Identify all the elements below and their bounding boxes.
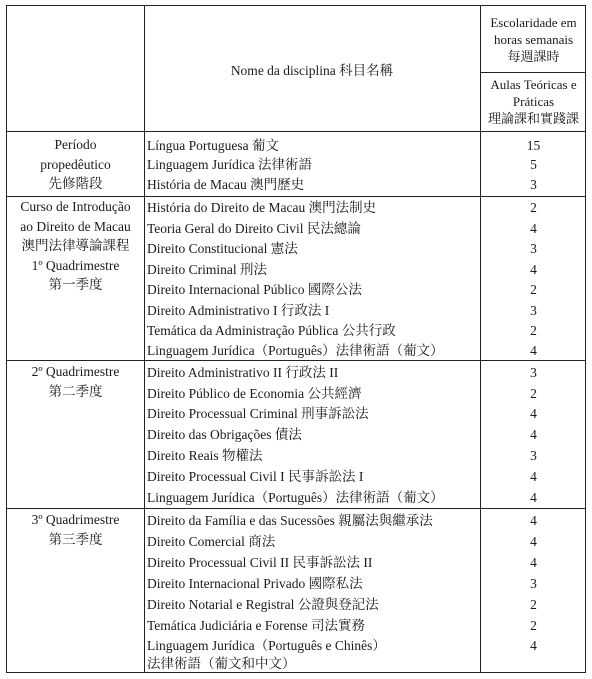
period-label: 1º Quadrimestre [31,257,120,273]
header-label: Nome da disciplina 科目名稱 [230,62,394,78]
hours-cell: 4 [530,513,537,528]
hours-cell: 3 [530,365,537,380]
row-divider [7,131,585,132]
header-label: Práticas [512,94,555,109]
subject-cell: História de Macau 澳門歷史 [147,177,305,192]
subject-cell: Direito Administrativo I 行政法 I [147,303,330,318]
hours-cell: 4 [530,406,537,421]
hours-cell: 3 [530,177,537,192]
hours-cell: 2 [530,200,537,215]
subject-cell: Direito Administrativo II 行政法 II [147,365,339,380]
subject-cell: Direito Criminal 刑法 [147,262,267,277]
hours-cell: 4 [530,534,537,549]
hours-cell: 4 [530,555,537,570]
row-divider [7,508,585,509]
hours-cell: 4 [530,427,537,442]
period-cell [7,362,144,401]
period-label: 澳門法律導論課程 [21,238,130,253]
hours-cell: 4 [530,490,537,505]
subject-cell: Direito Processual Civil I 民事訴訟法 I [147,469,364,484]
period-label: ao Direito de Macau [20,218,131,234]
hours-cell: 4 [530,469,537,484]
header-label: horas semanais [493,31,574,47]
subject-cell: Língua Portuguesa 葡文 [147,138,279,153]
subject-cell: Direito Internacional Público 國際公法 [147,282,362,297]
header-label: Aulas Teóricas e [490,77,577,92]
period-label: 第一季度 [48,277,103,292]
hours-cell: 3 [530,448,537,463]
period-cell [7,510,144,549]
header-label: 理論課和實踐課 [487,111,579,126]
subject-cell: Direito Internacional Privado 國際私法 [147,576,363,591]
subject-cell: Direito Processual Criminal 刑事訴訟法 [147,406,369,421]
hours-cell: 4 [530,262,537,277]
hours-cell: 3 [530,303,537,318]
curriculum-table [6,5,586,673]
subject-cell: Direito Constitucional 憲法 [147,241,298,256]
subject-cell: Linguagem Jurídica（Português）法律術語（葡文） [147,343,444,358]
period-cell [7,197,144,295]
subject-cell: Teoria Geral do Direito Civil 民法總論 [147,221,361,236]
period-label: 先修階段 [48,176,103,191]
weekly-hours-header [480,6,587,72]
hours-cell: 2 [530,597,537,612]
subject-cell: Temática da Administração Pública 公共行政 [147,323,396,338]
period-label: 第三季度 [48,531,103,547]
subject-cell: Direito Comercial 商法 [147,534,276,549]
subject-cell: Linguagem Jurídica 法律術語 [147,157,312,172]
hours-cell: 3 [530,576,537,591]
period-label: propedêutico [40,156,111,172]
period-label: 2º Quadrimestre [31,364,120,379]
hours-cell: 2 [530,386,537,401]
subject-cell: Temática Judiciária e Forense 司法實務 [147,618,365,633]
subject-cell: Direito da Família e das Sucessões 親屬法與繼承法 [147,513,433,528]
hours-cell: 2 [530,618,537,633]
subject-cell: Direito Reais 物權法 [147,448,263,463]
subject-name-header [144,6,480,131]
subject-cell: Linguagem Jurídica（Português e Chinês） [147,638,386,653]
row-divider [7,360,585,361]
hours-cell: 2 [530,282,537,297]
header-label: Escolaridade em [490,14,577,30]
subject-cell: Direito Notarial e Registral 公證與登記法 [147,597,379,612]
hours-cell: 5 [530,157,537,172]
hours-cell: 15 [526,138,541,153]
hours-cell: 4 [530,638,537,653]
subject-cell: História do Direito de Macau 澳門法制史 [147,200,377,215]
period-label: Curso de Introdução [20,199,131,214]
hours-cell: 4 [530,221,537,236]
subject-cell: Linguagem Jurídica（Português）法律術語（葡文） [147,490,444,505]
subject-cell: Direito Público de Economia 公共經濟 [147,386,362,401]
period-cell [7,135,144,194]
hours-cell: 3 [530,241,537,256]
subject-cell: 法律術語（葡文和中文） [147,656,296,671]
subject-cell: Direito Processual Civil II 民事訴訟法 II [147,555,373,570]
period-label: Período [54,137,97,152]
period-label: 3º Quadrimestre [31,512,120,527]
hours-cell: 4 [530,343,537,358]
header-label: 每週課時 [507,48,560,64]
hours-cell: 2 [530,323,537,338]
period-label: 第二季度 [48,383,103,399]
class-type-header [480,72,587,131]
subject-cell: Direito das Obrigações 債法 [147,427,302,442]
